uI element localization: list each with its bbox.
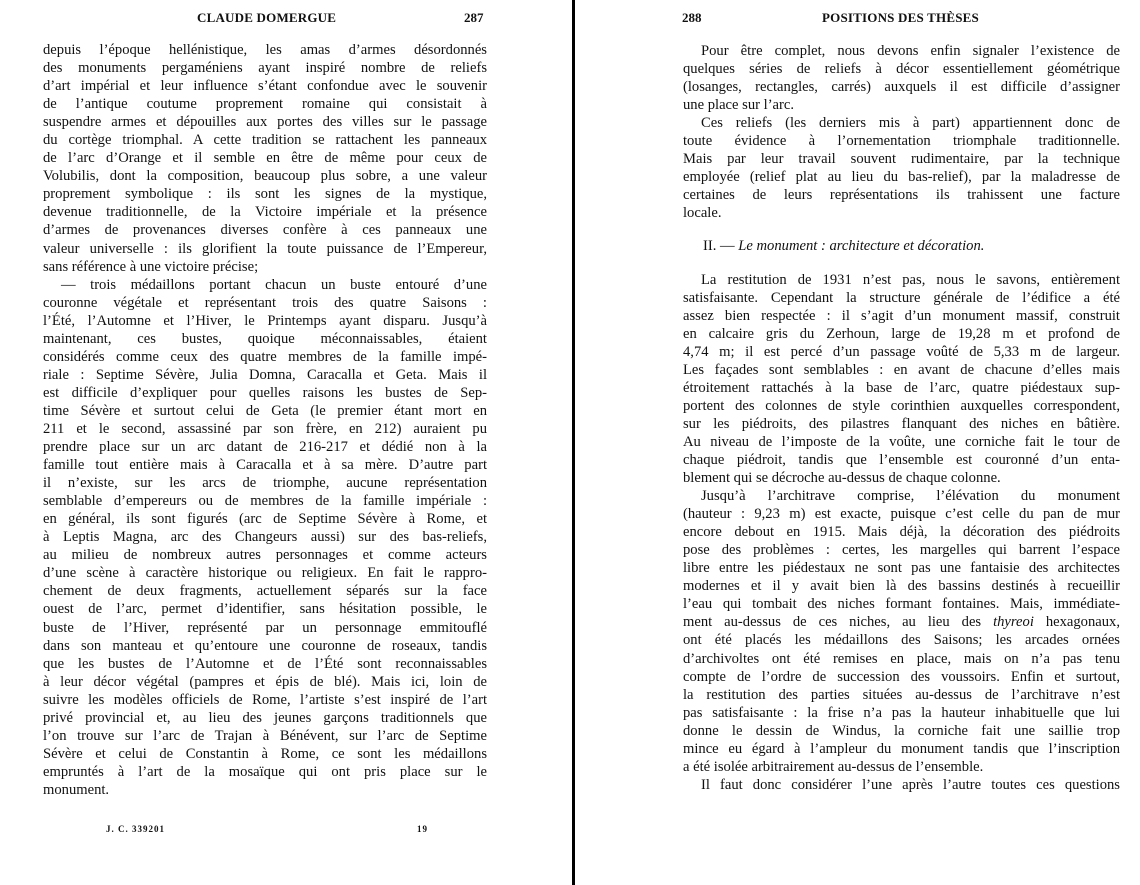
text-line: privé provincial et, au lieu des jeunes garçons traditionnels que	[43, 709, 487, 726]
text-line: a été isolée arbitrairement au-dessus de l’ensemble.	[683, 758, 984, 775]
text-line: en général, ils sont figurés (arc de Septime Sévère à Rome, et	[43, 511, 487, 528]
running-head-author: CLAUDE DOMERGUE	[197, 10, 337, 25]
text-line: l’on trouve sur l’arc de Trajan à Bénévent, sur l’arc de Septime	[43, 727, 487, 744]
text-line: Sévère et celui de Constantin à Rome, ce sont les médaillons	[43, 745, 487, 762]
text-line: étroitement rattachés à la base de l’arc, quatre piédestaux sup-	[683, 379, 1120, 396]
text-line: libre entre les piédestaux ne sont pas une fantaisie des architectes	[683, 560, 1120, 577]
text-line: de l’arc d’Orange et il semble en être de même pour ceux de	[43, 150, 487, 167]
left-body-text	[43, 41, 487, 799]
text-line: Jusqu’à l’architrave comprise, l’élévation du monument	[701, 488, 1120, 505]
page-gutter-divider	[572, 0, 575, 885]
text-line: riale : Septime Sévère, Julia Domna, Caracalla et Geta. Mais il	[43, 366, 487, 383]
text-line: suivre les modèles officiels de Rome, l’artiste s’est inspiré de l’art	[43, 691, 487, 708]
text-line: d’une scène à caractère historique ou religieux. En fait le rappro-	[43, 565, 487, 582]
text-line: Au niveau de l’imposte de la voûte, une corniche fait le tour de	[683, 433, 1120, 450]
text-line: une place sur l’arc.	[683, 97, 795, 114]
text-line: locale.	[683, 205, 722, 222]
text-line: Pour être complet, nous devons enfin signaler l’existence de	[701, 43, 1120, 59]
text-line	[683, 613, 1120, 631]
page-number-right: 288	[682, 10, 702, 25]
text-line: blement qui se décroche au-dessus de chaque colonne.	[683, 470, 1001, 487]
text-line: 211 et le second, assassiné par son frère, en 212) auraient pu	[43, 420, 487, 437]
text-line: couronne végétale et représentant trois des quatre Saisons :	[43, 294, 487, 311]
text-line: time Sévère et surtout celui de Geta (le premier étant mort en	[43, 402, 487, 419]
text-line: d’art impérial et leur influence s’étant confondue avec le souvenir	[43, 78, 487, 95]
text-line: Les façades sont semblables : en avant de chacune d’elles mais	[683, 361, 1120, 378]
text-line: assez bien respectée : il s’agit d’un monument massif, construit	[683, 307, 1120, 324]
text-line: devenue traditionnelle, de la Victoire impériale et la présence	[43, 204, 487, 221]
text-line: en calcaire gris du Zerhoun, large de 19,28 m et profond de	[683, 325, 1120, 342]
text-line: suspendre armes et dépouilles aux portes des villes sur le passage	[43, 114, 487, 131]
text-line: semblable d’empereurs ou de membres de la famille impériale :	[43, 493, 487, 510]
text-line: La restitution de 1931 n’est pas, nous le savons, entièrement	[701, 271, 1120, 288]
text-line: 4,74 m; il est percé d’un passage voûté de 5,33 m de largeur.	[683, 343, 1120, 360]
text-line: d’archivoltes ont été remises en place, mais on n’a pas tenu	[683, 650, 1120, 667]
text-line: chaque piédroit, tandis que l’ensemble est couronné d’un enta-	[683, 451, 1120, 468]
text-line: mince eu égard à l’ampleur du monument tandis que l’inscription	[683, 740, 1120, 757]
text-line: (losanges, rectangles, carrés) auxquels il est difficile d’assigner	[683, 79, 1120, 96]
page-number-left: 287	[464, 10, 484, 25]
text-line: empruntés à l’art de la mosaïque qui ont pris place sur le	[43, 763, 487, 780]
section-heading-number: II. —	[703, 238, 739, 255]
text-line: valeur universelle : ils glorifient la toute puissance de l’Empereur,	[43, 240, 487, 257]
right-body-text	[683, 42, 1120, 794]
section-heading-title: Le monument : architecture et décoration.	[738, 238, 985, 255]
text-line: satisfaisante. Cependant la structure générale de l’édifice a été	[683, 289, 1120, 306]
text-line: sans référence à une victoire précise;	[43, 258, 259, 275]
text-line: considérés comme ceux des quatre membres de la famille impé-	[43, 348, 487, 365]
footer-print-code: J. C. 339201	[106, 824, 165, 834]
text-line: pose des problèmes : certes, les margelles qui barrent l’espace	[683, 542, 1120, 559]
text-line: Ces reliefs (les derniers mis à part) appartiennent donc de	[701, 115, 1120, 132]
text-line: il n’existe, sur les arcs de triomphe, aucune représentation	[43, 475, 487, 492]
text-line: famille tout entière mais à Caracalla et à sa mère. D’autre part	[43, 457, 487, 474]
text-line: sur les piédroits, des pilastres flanquant des niches en bâtière.	[683, 415, 1120, 432]
text-line: l’Été, l’Automne et l’Hiver, le Printemps ayant disparu. Jusqu’à	[43, 312, 487, 329]
text-line: maintenant, ces bustes, quoique méconnaissables, étaient	[43, 330, 487, 347]
text-run: ment au-dessus de ces niches, au lieu des	[683, 614, 994, 631]
text-line: monument.	[43, 781, 110, 798]
text-line: ont été placés les médaillons des Saisons; les arcades ornées	[683, 632, 1120, 649]
text-line: prendre place sur un arc datant de 216-217 et dédié non à la	[43, 439, 487, 456]
text-line: est difficile d’expliquer pour quelles raisons les bustes de Sep-	[43, 384, 487, 401]
text-line: — trois médaillons portant chacun un buste entouré d’une	[61, 276, 487, 293]
section-heading	[683, 237, 1120, 255]
text-line: Mais par leur travail souvent rudimentaire, par la technique	[683, 151, 1120, 168]
text-line: (hauteur : 9,23 m) est exacte, puisque c’est celle du pan de mur	[683, 506, 1120, 523]
text-line: proprement symbolique : ils sont les signes de la mystique,	[43, 186, 487, 203]
text-line: toute évidence à l’ornementation triomphale traditionnelle.	[683, 133, 1120, 150]
text-line: certaines de leurs représentations ils trahissent une facture	[683, 187, 1120, 204]
text-line: Il faut donc considérer l’une après l’autre toutes ces questions	[701, 776, 1120, 793]
text-line: que les bustes de l’Automne et de l’Été sont reconnaissables	[43, 655, 487, 672]
text-line: donne le dessin de Windus, la corniche fait une saillie trop	[683, 722, 1120, 739]
footer-signature-number: 19	[417, 824, 428, 834]
text-line: portent des colonnes de style corinthien auxquelles correspondent,	[683, 397, 1120, 414]
running-head-title: POSITIONS DES THÈSES	[822, 10, 979, 25]
text-line: à leur décor végétal (pampres et épis de blé). Mais ici, loin de	[43, 673, 487, 690]
text-line: employée (relief plat au lieu du bas-relief), par la maladresse de	[683, 169, 1120, 186]
text-line: encore debout en 1915. Mais déjà, la décoration des piédroits	[683, 524, 1120, 541]
text-line: à Leptis Magna, arc des Changeurs aussi) sur des bas-reliefs,	[43, 529, 487, 546]
text-line: l’eau qui tombait des niches formant fontaines. Mais, immédiate-	[683, 596, 1120, 613]
text-line: Volubilis, dont la composition, beaucoup plus sobre, a une valeur	[43, 168, 487, 185]
text-line: depuis l’époque hellénistique, les amas d’armes désordonnés	[43, 42, 487, 58]
text-line: la restitution des parties situées au-dessus de l’architrave n’est	[683, 686, 1120, 703]
text-line: modernes et il y avait bien là des bassins destinés à recueillir	[683, 578, 1120, 595]
text-line: quelques séries de reliefs à décor essentiellement géométrique	[683, 61, 1120, 78]
text-line: compte de l’ordre de succession des voussoirs. Enfin et surtout,	[683, 668, 1120, 685]
text-line: ouest de l’arc, permet d’identifier, sans hésitation possible, le	[43, 601, 487, 618]
right-page	[576, 0, 1140, 885]
text-line: pas satisfaisante : la frise n’a pas la hauteur inhabituelle que lui	[683, 704, 1120, 721]
text-run: hexagonaux,	[1033, 614, 1120, 631]
text-line: buste de l’Hiver, représenté par un personnage emmitouflé	[43, 619, 487, 636]
text-line: de l’antique coutume proprement romaine qui consistait à	[43, 96, 487, 113]
text-line: d’armes de provenances diverses confère à ces panneaux une	[43, 222, 487, 239]
text-line: dans son manteau et qu’entoure une couronne de roseaux, tandis	[43, 637, 487, 654]
text-line: des monuments pergaméniens ayant inspiré nombre de reliefs	[43, 60, 487, 77]
text-line: du cortège triomphal. A cette tradition se rattachent les panneaux	[43, 132, 487, 149]
text-line: au milieu de nombreux autres personnages et comme acteurs	[43, 547, 487, 564]
text-line: chement de deux fragments, actuellement séparés sur la face	[43, 583, 487, 600]
italic-term: thyreoi	[993, 614, 1034, 631]
